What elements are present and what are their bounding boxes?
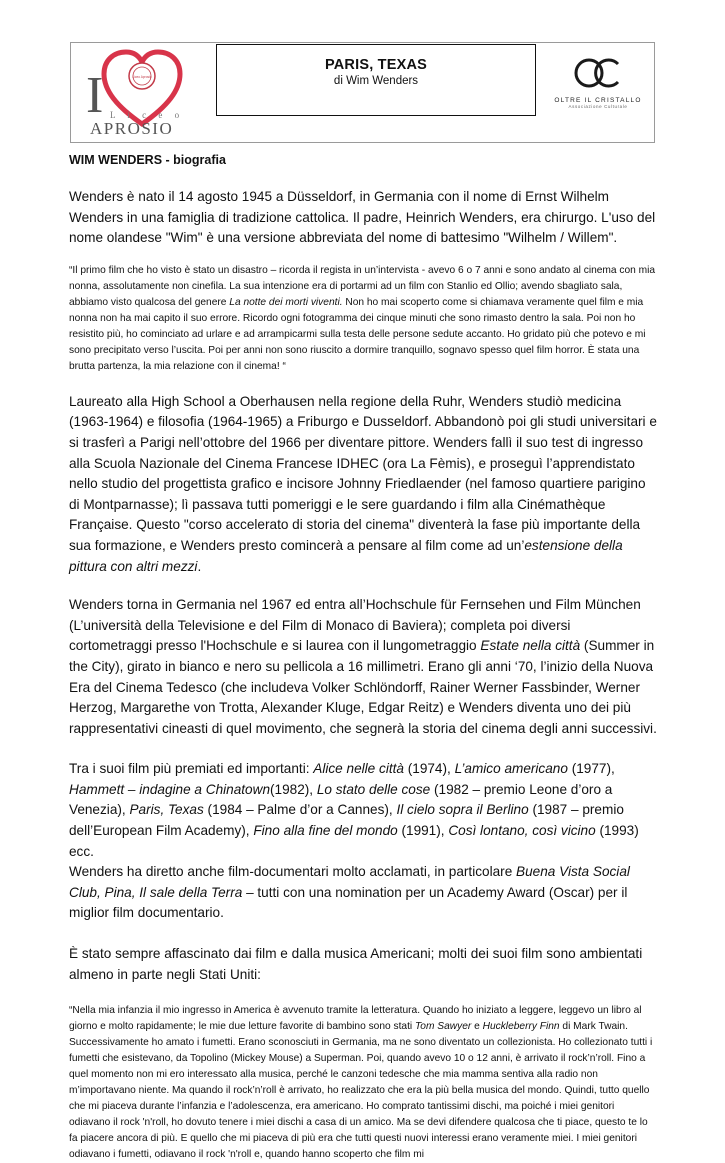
liceo-aprosio-logo [80,46,195,138]
header-rule-left [70,42,71,142]
title-box [216,44,536,116]
org-tagline: Associazione Culturale [568,104,628,109]
quote-first-film: “Il primo film che ho visto è stato un disastro – ricorda il regista in un’intervista - avevo 6 o 7 anni e sono andato al cinema con mia nonna, assolutamente non cinefila. La sua intenzione era di portarmi ad un film con Stanlio ed Ollio; avendo sbagliato sala, abbiamo visto qualcosa del genere La notte dei morti viventi. Non ho mai scoperto come si chiamava veramente quel film e mia nonna non ha mai capito il suo errore. Ricordo ogni fotogramma dei cinque minuti che sono rimasto dentro la sala. Poi non ho resistito più, ho cominciato ad urlare e ad arrampicarmi sulla testa delle persone sedute accanto. Ho gridato più che potevo e mi sono precipitato verso l’uscita. Poi per anni non sono riuscito a dormire tranquillo, sognavo spesso quel film horror. È stata una brutta partenza, la mia relazione con il cinema! “ [69,264,656,372]
svg-text:Liceo Aprosio: Liceo Aprosio [132,75,152,79]
film-title: Estate nella città [480,638,581,654]
section-heading: WIM WENDERS - biografia [69,153,226,167]
document-body [69,150,657,1163]
svg-text:I: I [86,67,104,124]
header-rule-bottom [70,142,655,143]
quote-america: “Nella mia infanzia il mio ingresso in America è avvenuto tramite la letteratura. Quando ho iniziato a leggere, leggevo un libro al giorno e molto rapidamente; le mie due letture favorite di bambino sono stati Tom Sawyer e Huckleberry Finn di Mark Twain. Successivamente ho amato i fumetti. Erano sconosciuti in Germania, ma ne sono diventato un collezionista. Ho collezionato tutti i fumetti che esistevano, da Topolino (Mickey Mouse) a Superman. Poi, quando avevo 10 o 12 anni, è arrivato il rock’n’roll. Fino a quel momento non mi ero interessato alla musica, perché le canzoni tedesche che mia mamma sentiva alla radio non m’importavano niente. Ma quando il rock’n’roll è arrivato, ho realizzato che era la più bella musica del mondo. Quindi, tutto quello che mi piaceva durante l’infanzia e l’adolescenza, era americano. Ho comprato tantissimi dischi, ma poiché i miei genitori odiavano il rock 'n'roll, ho dovuto tenere i miei dischi a casa di un amico. Ma se devi difendere qualcosa che ti piace, questo te lo fa piacere ancora di più. E quello che mi piaceva di più era che tutti questi nuovi interessi erano veramente miei. I miei genitori odiavano i fumetti, odiavano il rock 'n'roll e, quando hanno scoperto che film mi [69,1005,653,1161]
paragraph-germany: Wenders torna in Germania nel 1967 ed entra all’Hochschule für Fernsehen und Film München (L’università della Televisione e del Film di Monaco di Baviera); completa poi diversi cortometraggi presso l'Hochschule e si laurea con il lungometraggio Estate nella città (Summer in the City), girato in bianco e nero su pellicola a 16 millimetri. Erano gli anni ‘70, l’inizio della Nuova Era del Cinema Tedesco (che includeva Volker Schlöndorff, Rainer Werner Fassbinder, Werner Herzog, Margarethe von Trotta, Alexander Kluge, Edgar Reitz) e Wenders diventa uno dei più rappresentativi cineasti di quel movimento, che segnerà la storia del cinema degli anni successivi. [69,597,657,736]
svg-text:L i c e o: L i c e o [110,110,185,120]
oc-monogram-icon [572,56,624,90]
paragraph-birth: Wenders è nato il 14 agosto 1945 a Düsseldorf, in Germania con il nome di Ernst Wilhelm Wenders in una famiglia di tradizione cattolica. Il padre, Heinrich Wenders, era chirurgo. L'uso del nome olandese "Wim" è una versione abbreviata del nome di battesimo "Wilhelm / Willem". [69,189,656,246]
document-title: PARIS, TEXAS [324,57,428,73]
org-name: OLTRE IL CRISTALLO [554,97,642,104]
header-rule-right [654,42,655,142]
header-rule-top [70,42,654,43]
oltre-il-cristallo-logo [548,56,648,120]
paragraph-filmography: Tra i suoi film più premiati ed importanti: Alice nelle città (1974), L’amico americano (1977), Hammett – indagine a Chinatown(1982), Lo stato delle cose (1982 – premio Leone d’oro a Venezia), Paris, Texas (1984 – Palme d’or a Cannes), Il cielo sopra il Berlino (1987 – premio dell’European Film Academy), Fino alla fine del mondo (1991), Così lontano, così vicino (1993) ecc. [69,761,639,859]
paragraph-education: Laureato alla High School a Oberhausen nella regione della Ruhr, Wenders studiò medicina (1963-1964) e filosofia (1964-1965) a Friburgo e Dusseldorf. Abbandonò poi gli studi universitari e si trasferì a Parigi nell’ottobre del 1966 per diventare pittore. Wenders fallì il suo test di ingresso alla Scuola Nazionale del Cinema Francese IDHEC (ora La Fèmis), e proseguì l’apprendistato nello studio del progettista grafico e incisore Johnny Friedlaender (nel famoso quartiere parigino di Montparnasse); lì passava tutti pomeriggi e le sere guardando i film alla Cinémathèque Française. Questo "corso accelerato di storia del cinema" diventerà la fase più importante della sua formazione, e Wenders presto comincerà a pensare al film come ad un’estensione della pittura con altri mezzi. [69,393,657,574]
svg-text:APROSIO: APROSIO [90,119,174,138]
paragraph-america: È stato sempre affascinato dai film e dalla musica Americani; molti dei suoi film sono ambientati almeno in parte negli Stati Uniti: [69,946,643,982]
paragraph-documentaries: Wenders ha diretto anche film-documentari molto acclamati, in particolare Buena Vista Social Club, Pina, Il sale della Terra – tutti con una nomination per un Academy Award (Oscar) per il miglior film documentario. [69,864,630,921]
film-title: La notte dei morti viventi. [229,296,343,308]
document-subtitle: di Wim Wenders [333,75,419,87]
